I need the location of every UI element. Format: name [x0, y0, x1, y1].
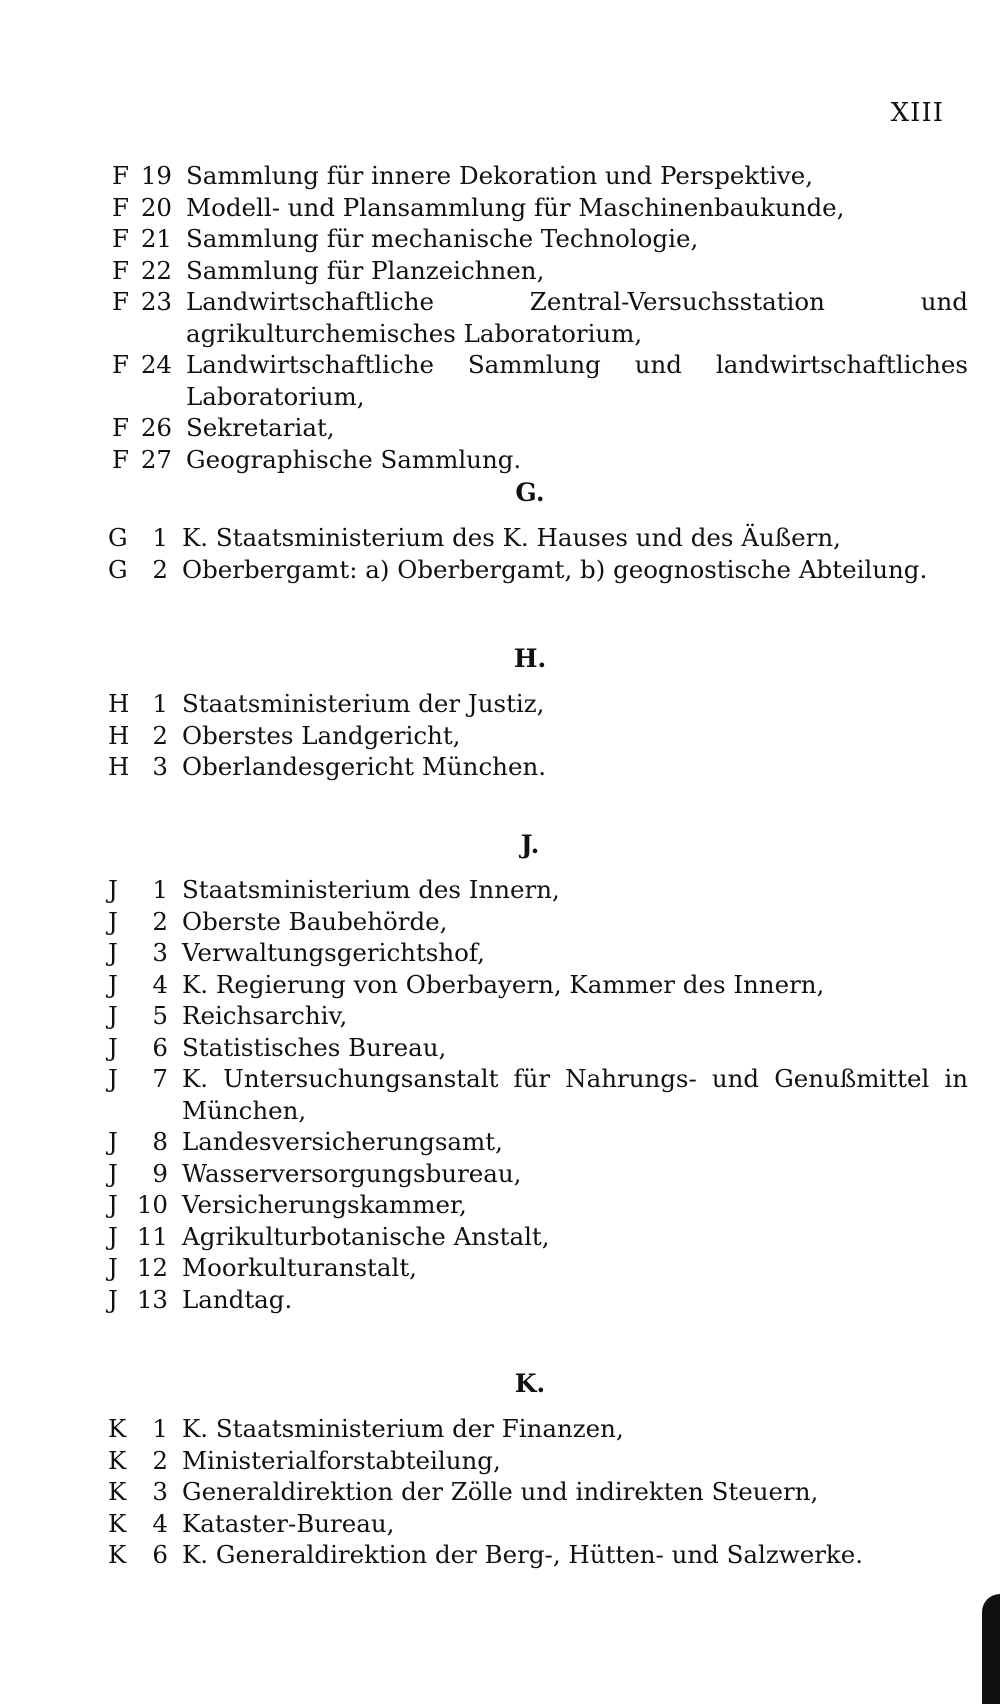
entry-text: Oberstes Landgericht, — [182, 720, 461, 750]
index-entry — [108, 1221, 1000, 1253]
entry-number: 7 — [152, 1064, 168, 1093]
entry-number: 9 — [152, 1158, 168, 1188]
page-number: XIII — [890, 98, 944, 128]
entry-letter: J — [108, 1190, 118, 1219]
entry-letter: J — [108, 906, 118, 936]
entry-letter: F — [112, 444, 129, 474]
entry-text: Versicherungskammer, — [182, 1190, 467, 1219]
entry-number: 20 — [140, 192, 172, 222]
entry-number: 27 — [140, 444, 172, 474]
index-entry — [108, 1032, 1000, 1064]
entry-text: K. Regierung von Oberbayern, Kammer des Innern, — [182, 969, 825, 999]
page-edge-mark — [982, 1594, 1000, 1704]
entry-number: 3 — [152, 938, 168, 967]
index-section — [0, 160, 1000, 475]
entry-letter: F — [112, 287, 129, 316]
entry-letter: H — [108, 720, 130, 750]
index-section — [0, 830, 1000, 1315]
entry-letter: K — [108, 1477, 127, 1506]
entry-letter: F — [112, 192, 129, 222]
index-entry — [108, 874, 1000, 906]
entry-text: Landesversicherungsamt, — [182, 1127, 503, 1156]
index-entry — [108, 1158, 1000, 1190]
entry-text: Moorkulturanstalt, — [182, 1253, 417, 1282]
index-entry — [108, 1284, 1000, 1316]
entry-text: Sekretariat, — [186, 413, 335, 442]
entry-number: 2 — [152, 1445, 168, 1475]
index-entry — [112, 255, 1000, 287]
index-entry — [112, 444, 1000, 476]
entry-letter: K — [108, 1445, 127, 1475]
entry-text: Generaldirektion der Zölle und indirekten Steuern, — [182, 1477, 819, 1506]
entry-number: 19 — [140, 161, 172, 190]
entry-letter: J — [108, 1001, 118, 1030]
entry-text: Sammlung für innere Dekoration und Perspektive, — [186, 161, 814, 190]
entry-text: Modell- und Plansammlung für Maschinenbaukunde, — [186, 192, 845, 222]
entry-letter: F — [112, 255, 129, 285]
entry-text: K. Untersuchungsanstalt für Nahrungs- und Genußmittel in München, — [182, 1064, 968, 1125]
index-entry — [108, 969, 1000, 1001]
entry-letter: K — [108, 1508, 127, 1538]
section-heading: K. — [514, 1369, 546, 1398]
index-entry — [108, 1252, 1000, 1284]
index-entry — [108, 1063, 1000, 1126]
entry-letter: J — [108, 1158, 118, 1188]
entry-text: K. Staatsministerium der Finanzen, — [182, 1414, 624, 1443]
entry-text: Reichsarchiv, — [182, 1001, 348, 1030]
entry-number: 13 — [136, 1284, 168, 1314]
entry-letter: F — [112, 350, 129, 379]
entry-letter: J — [108, 875, 118, 904]
index-entry — [108, 554, 1000, 586]
entry-letter: F — [112, 161, 129, 190]
entry-number: 8 — [152, 1127, 168, 1156]
index-entry — [108, 1413, 1000, 1445]
section-heading: J. — [520, 830, 540, 859]
entry-text: Staatsministerium des Innern, — [182, 875, 560, 904]
entry-letter: J — [108, 1284, 118, 1314]
entry-text: Wasserversorgungsbureau, — [182, 1158, 522, 1188]
entry-text: Oberlandesgericht München. — [182, 752, 547, 781]
entry-number: 23 — [140, 287, 172, 316]
entry-letter: K — [108, 1540, 127, 1569]
entry-number: 24 — [140, 350, 172, 379]
index-section — [0, 1369, 1000, 1571]
entry-letter: F — [112, 224, 129, 253]
entry-text: Statistisches Bureau, — [182, 1032, 447, 1062]
entry-number: 1 — [152, 689, 168, 718]
index-entry — [108, 1445, 1000, 1477]
entry-letter: J — [108, 1064, 118, 1093]
index-entry — [108, 1539, 1000, 1571]
entry-number: 4 — [152, 969, 168, 999]
entry-text: K. Staatsministerium des K. Hauses und des Äußern, — [182, 523, 841, 552]
index-entry — [108, 1000, 1000, 1032]
entry-text: Agrikulturbotanische Anstalt, — [182, 1221, 550, 1251]
entry-text: Staatsministerium der Justiz, — [182, 689, 545, 718]
entry-letter: F — [112, 413, 129, 442]
entry-text: Geographische Sammlung. — [186, 444, 522, 474]
entry-number: 3 — [152, 752, 168, 781]
entry-number: 26 — [140, 413, 172, 442]
entry-number: 5 — [152, 1001, 168, 1030]
entry-number: 2 — [152, 906, 168, 936]
entry-number: 12 — [136, 1253, 168, 1282]
entry-text: Kataster-Bureau, — [182, 1508, 395, 1538]
entry-text: Oberste Baubehörde, — [182, 906, 448, 936]
index-entry — [108, 906, 1000, 938]
index-entry — [108, 1126, 1000, 1158]
entry-letter: K — [108, 1414, 127, 1443]
index-entry — [112, 160, 1000, 192]
index-entry — [108, 937, 1000, 969]
section-heading: G. — [515, 478, 545, 507]
entry-text: Verwaltungsgerichtshof, — [182, 938, 485, 967]
index-entry — [112, 349, 1000, 412]
entry-letter: J — [108, 1032, 118, 1062]
section-heading: H. — [513, 644, 547, 673]
index-entry — [112, 223, 1000, 255]
entry-letter: H — [108, 752, 130, 781]
entry-number: 2 — [152, 554, 168, 584]
entry-number: 2 — [152, 720, 168, 750]
index-entry — [112, 412, 1000, 444]
index-entry — [108, 1508, 1000, 1540]
entry-letter: H — [108, 689, 130, 718]
entry-text: Landwirtschaftliche Sammlung und landwirtschaftliches Laboratorium, — [186, 350, 968, 411]
entry-number: 1 — [152, 1414, 168, 1443]
entry-text: Ministerialforstabteilung, — [182, 1445, 501, 1475]
entry-number: 6 — [152, 1540, 168, 1569]
entry-number: 6 — [152, 1032, 168, 1062]
index-entry — [112, 286, 1000, 349]
entry-number: 21 — [140, 224, 172, 253]
entry-text: Landwirtschaftliche Zentral-Versuchsstation und agrikulturchemisches Laboratorium, — [186, 287, 968, 348]
index-entry — [108, 751, 1000, 783]
entry-text: Sammlung für Planzeichnen, — [186, 255, 545, 285]
index-entry — [108, 720, 1000, 752]
entry-number: 1 — [152, 875, 168, 904]
entry-letter: J — [108, 969, 118, 999]
entry-number: 10 — [136, 1190, 168, 1219]
entry-letter: J — [108, 1253, 118, 1282]
index-entry — [108, 522, 1000, 554]
entry-text: Sammlung für mechanische Technologie, — [186, 224, 699, 253]
entry-text: Oberbergamt: a) Oberbergamt, b) geognostische Abteilung. — [182, 554, 928, 584]
index-section — [0, 644, 1000, 783]
entry-letter: J — [108, 938, 118, 967]
index-entry — [108, 1189, 1000, 1221]
index-entry — [108, 688, 1000, 720]
entry-letter: J — [108, 1221, 118, 1251]
index-entry — [112, 192, 1000, 224]
entry-letter: G — [108, 554, 128, 584]
entry-letter: G — [108, 523, 128, 552]
entry-number: 11 — [136, 1221, 168, 1251]
index-section — [0, 478, 1000, 585]
entry-number: 4 — [152, 1508, 168, 1538]
entry-number: 3 — [152, 1477, 168, 1506]
entry-number: 22 — [140, 255, 172, 285]
index-entry — [108, 1476, 1000, 1508]
entry-text: Landtag. — [182, 1284, 293, 1314]
entry-number: 1 — [152, 523, 168, 552]
entry-letter: J — [108, 1127, 118, 1156]
entry-text: K. Generaldirektion der Berg-, Hütten- und Salzwerke. — [182, 1540, 864, 1569]
